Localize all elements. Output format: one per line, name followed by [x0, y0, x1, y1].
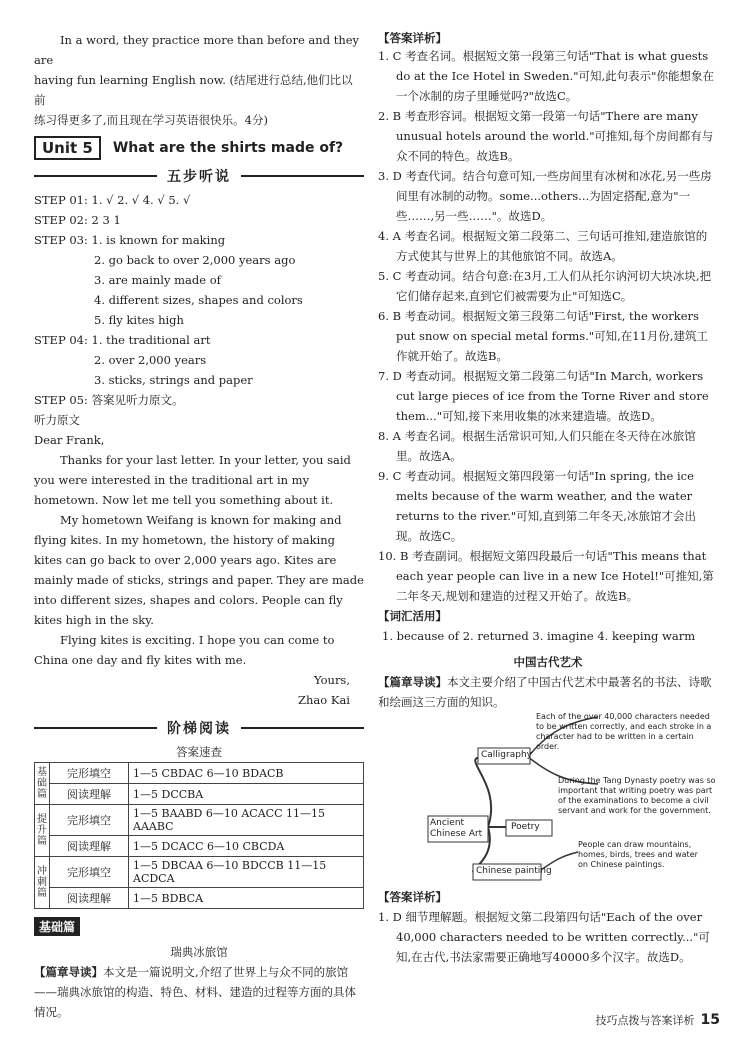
- section-header: [34, 166, 364, 186]
- table-cell: 提升篇: [35, 805, 50, 857]
- table-cell: 1—5 CBDAC 6—10 BDACB: [129, 763, 364, 784]
- table-cell: 基础篇: [35, 763, 50, 805]
- step-line: STEP 04: 1. the traditional art: [34, 333, 211, 347]
- step-item: 3. sticks, strings and paper: [94, 373, 253, 387]
- listening-title: 听力原文: [34, 413, 80, 427]
- unit-label: Unit 5: [34, 136, 101, 160]
- answer-item: 10. B 考查副词。根据短文第四段最后一句话"This means that each year people can live in a new Ice Hotel!"可推知,第二年冬天,规划和建造的过程又开始了。故选B。: [378, 549, 714, 603]
- answer-item: 8. A 考查名词。根据生活常识可知,人们只能在冬天待在冰旅馆里。故选A。: [378, 429, 696, 463]
- table-cell: 完形填空: [50, 805, 129, 836]
- table-row: [35, 888, 364, 909]
- mind-map-note: People can draw mountains, homes, birds, trees and water on Chinese paintings.: [578, 840, 698, 869]
- letter-paragraph: Flying kites is exciting. I hope you can come to China one day and fly kites with me.: [34, 633, 335, 667]
- table-cell: 完形填空: [50, 763, 129, 784]
- page-footer: [596, 1012, 720, 1028]
- vocab-answers: 1. because of 2. returned 3. imagine 4. keeping warm: [382, 629, 696, 643]
- intro-line: having fun learning English now. (结尾进行总结,他们比以前: [34, 73, 353, 107]
- step-item: 2. over 2,000 years: [94, 353, 207, 367]
- letter-paragraph: My hometown Weifang is known for making and flying kites. In my hometown, the history of making kites can go back to over 2,000 years ago. Kites are mainly made of sticks, strings and paper. They are made into different sizes, shapes and colors. People can fly kites high in the sky.: [34, 513, 364, 627]
- letter-signature: Zhao Kai: [298, 693, 350, 707]
- right-column: [378, 30, 718, 967]
- mind-map-branch: Poetry: [511, 822, 540, 832]
- step-line: STEP 03: 1. is known for making: [34, 233, 226, 247]
- step-item: 4. different sizes, shapes and colors: [94, 293, 303, 307]
- table-cell: 1—5 BAABD 6—10 ACACC 11—15 AAABC: [129, 805, 364, 836]
- section-title: 阶梯阅读: [167, 721, 231, 737]
- guide-paragraph: 【篇章导读】本文是一篇说明文,介绍了世界上与众不同的旅馆——瑞典冰旅馆的构造、特色、材料、建造的过程等方面的具体情况。: [34, 965, 356, 1019]
- step-line: STEP 05: 答案见听力原文。: [34, 393, 184, 407]
- section-header: [34, 718, 364, 738]
- left-column: [34, 30, 364, 1022]
- step-item: 5. fly kites high: [94, 313, 184, 327]
- basic-tag: 基础篇: [34, 917, 80, 936]
- intro-line: 练习得更多了,而且现在学习英语很快乐。4分): [34, 113, 268, 127]
- table-row: [35, 805, 364, 836]
- answer-item: 5. C 考查动词。结合句意:在3月,工人们从托尔讷河切大块冰块,把它们储存起来,直到它们被需要为止"可知选C。: [378, 269, 712, 303]
- answer-table-title: 答案速查: [176, 745, 222, 759]
- page-number: 15: [700, 1012, 720, 1028]
- vocab-heading: 【词汇活用】: [378, 609, 447, 623]
- table-cell: 1—5 DCCBA: [129, 784, 364, 805]
- mind-map-note: Each of the over 40,000 characters needed to be written correctly, and each stroke in a character had to be written in a certain order.: [536, 712, 712, 751]
- section-title: 五步听说: [167, 169, 231, 185]
- article-title: 瑞典冰旅馆: [170, 945, 228, 959]
- step-line: STEP 02: 2 3 1: [34, 213, 121, 227]
- basic-tag-row: [34, 917, 364, 936]
- table-cell: 1—5 BDBCA: [129, 888, 364, 909]
- mind-map: [378, 712, 718, 887]
- unit-header: [34, 136, 364, 160]
- answer-item: 7. D 考查动词。根据短文第二段第二句话"In March, workers cut large pieces of ice from the Torne River and store them..."可知,接下来用收集的冰来建造墙。故选D。: [378, 369, 709, 423]
- answer-item: 6. B 考查动词。根据短文第三段第二句话"First, the workers put snow on special metal forms."可知,在11月份,建筑工作就开始了。故选B。: [378, 309, 709, 363]
- guide2-paragraph: 【篇章导读】本文主要介绍了中国古代艺术中最著名的书法、诗歌和绘画这三方面的知识。: [378, 675, 712, 709]
- answer-item: 9. C 考查动词。根据短文第四段第一句话"In spring, the ice melts because of the warm weather, and the water returns to the river."可知,直到第二年冬天,冰旅馆才会出现。故选C。: [378, 469, 696, 543]
- letter-closing: Yours,: [314, 673, 350, 687]
- detail-heading: 【答案详析】: [378, 890, 447, 904]
- answer-item: 2. B 考查形容词。根据短文第一段第一句话"There are many unusual hotels around the world."可推知,每个房间都有与众不同的特色。故选B。: [378, 109, 714, 163]
- table-cell: 1—5 DCACC 6—10 CBCDA: [129, 836, 364, 857]
- answer-item: 4. A 考查名词。根据短文第二段第二、三句话可推知,建造旅馆的方式使其与世界上的其他旅馆不同。故选A。: [378, 229, 708, 263]
- intro-line: In a word, they practice more than before and they are: [34, 33, 360, 67]
- table-cell: 1—5 DBCAA 6—10 BDCCB 11—15 ACDCA: [129, 857, 364, 888]
- unit-title: What are the shirts made of?: [112, 140, 344, 156]
- step-item: 3. are mainly made of: [94, 273, 221, 287]
- article2-title: 中国古代艺术: [513, 655, 583, 669]
- step-line: STEP 01: 1. √ 2. √ 4. √ 5. √: [34, 193, 191, 207]
- table-cell: 阅读理解: [50, 784, 129, 805]
- step-item: 2. go back to over 2,000 years ago: [94, 253, 296, 267]
- footer-text: 技巧点拨与答案详析: [595, 1014, 695, 1027]
- table-cell: 冲刺篇: [35, 857, 50, 909]
- table-row: [35, 763, 364, 784]
- answer-table: [34, 762, 364, 909]
- letter-paragraph: Thanks for your last letter. In your letter, you said you were interested in the traditional art in my hometown. Now let me tell you something about it.: [34, 453, 351, 507]
- table-cell: 阅读理解: [50, 836, 129, 857]
- mind-map-note: During the Tang Dynasty poetry was so important that writing poetry was part of the examinations to become a civil servant and work for the government.: [558, 776, 716, 815]
- answer-item: 1. D 细节理解题。根据短文第二段第四句话"Each of the over 40,000 characters needed to be written correctly..."可知,在古代,书法家需要正确地写40000多个汉字。故选D。: [378, 910, 710, 964]
- answer-item: 3. D 考查代词。结合句意可知,一些房间里有冰树和冰花,另一些房间里有冰制的动物。some...others...为固定搭配,意为"一些……,另一些……"。故选D。: [378, 169, 712, 223]
- table-row: [35, 784, 364, 805]
- mind-map-branch: Chinese painting: [476, 866, 552, 876]
- answer-item: 1. C 考查名词。根据短文第一段第三句话"That is what guests do at the Ice Hotel in Sweden."可知,此句表示"你能想象在一个冰制的房子里睡觉吗?"故选C。: [378, 49, 714, 103]
- letter-greeting: Dear Frank,: [34, 433, 105, 447]
- table-row: [35, 857, 364, 888]
- table-row: [35, 836, 364, 857]
- table-cell: 阅读理解: [50, 888, 129, 909]
- table-cell: 完形填空: [50, 857, 129, 888]
- detail-heading: 【答案详析】: [378, 31, 447, 45]
- mind-map-branch: Calligraphy: [481, 750, 532, 760]
- mind-map-center: Ancient Chinese Art: [430, 818, 483, 839]
